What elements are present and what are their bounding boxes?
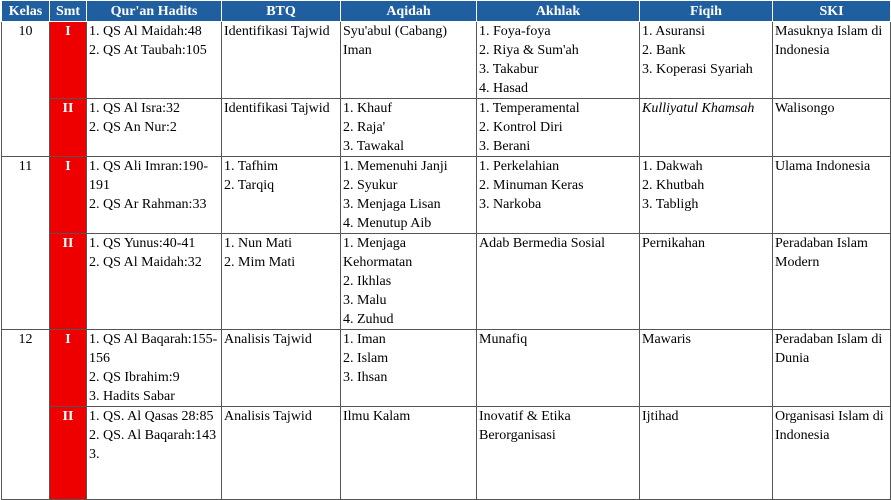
cell-line: 1. Nun Mati: [224, 236, 293, 251]
akhlak-cell: [477, 407, 640, 500]
cell-line: 3. Hadits Sabar: [89, 389, 175, 404]
aqidah-cell: [341, 22, 477, 99]
cell-line: 2. Kontrol Diri: [479, 120, 563, 135]
fiqih-cell: [640, 22, 773, 99]
table-row: [2, 330, 891, 407]
cell-line: 2. QS An Nur:2: [89, 120, 177, 135]
btq-cell: [222, 234, 341, 330]
header-fiqih: Fiqih: [640, 1, 773, 22]
btq-cell: [222, 22, 341, 99]
cell-line: Mawaris: [642, 332, 691, 347]
header-aqidah: Aqidah: [341, 1, 477, 22]
cell-line: 1. QS Al Isra:32: [89, 101, 180, 116]
quran-hadits-cell: [87, 330, 222, 407]
aqidah-cell: [341, 157, 477, 234]
cell-line: 2. QS. Al Baqarah:143: [89, 428, 217, 443]
cell-line: 4. Menutup Aib: [343, 216, 432, 231]
quran-hadits-cell: [87, 407, 222, 500]
ski-cell: [773, 407, 891, 500]
semester-cell: II: [50, 99, 87, 157]
cell-line: 1. Iman: [343, 332, 386, 347]
table-row: [2, 157, 891, 234]
ski-cell: [773, 99, 891, 157]
cell-line: Ijtihad: [642, 409, 679, 424]
aqidah-cell: [341, 407, 477, 500]
cell-line: 2. QS At Taubah:105: [89, 43, 207, 58]
fiqih-cell: [640, 330, 773, 407]
cell-line: 3. Koperasi Syariah: [642, 62, 753, 77]
cell-line: Pernikahan: [642, 236, 705, 251]
akhlak-cell: [477, 22, 640, 99]
ski-cell: [773, 234, 891, 330]
ski-cell: [773, 22, 891, 99]
cell-line: Inovatif & Etika Berorganisasi: [479, 409, 571, 443]
cell-line: 2. Ikhlas: [343, 274, 392, 289]
cell-line: 4. Zuhud: [343, 312, 394, 327]
aqidah-cell: [341, 330, 477, 407]
cell-line: 2. Tarqiq: [224, 178, 275, 193]
semester-cell: II: [50, 407, 87, 500]
cell-line: Analisis Tajwid: [224, 332, 312, 347]
cell-line: 1. Tafhim: [224, 159, 278, 174]
cell-line: 3. Tabligh: [642, 197, 699, 212]
cell-line: Ilmu Kalam: [343, 409, 411, 424]
cell-line: Munafiq: [479, 332, 528, 347]
cell-line: 2. Khutbah: [642, 178, 705, 193]
cell-line: 1. Temperamental: [479, 101, 580, 116]
quran-hadits-cell: [87, 99, 222, 157]
cell-line: Masuknya Islam di Indonesia: [775, 24, 883, 58]
fiqih-cell: [640, 234, 773, 330]
quran-hadits-cell: [87, 22, 222, 99]
semester-cell: I: [50, 22, 87, 99]
table-row: [2, 407, 891, 500]
quran-hadits-cell: [87, 157, 222, 234]
cell-line: Walisongo: [775, 101, 835, 116]
cell-line: Kulliyatul Khamsah: [642, 101, 755, 116]
header-smt: Smt: [50, 1, 87, 22]
cell-line: 2. Mim Mati: [224, 255, 296, 270]
aqidah-cell: [341, 99, 477, 157]
cell-line: 1. Asuransi: [642, 24, 705, 39]
kelas-cell: 10: [2, 22, 50, 157]
cell-line: Identifikasi Tajwid: [224, 24, 330, 39]
cell-line: 3. Menjaga Lisan: [343, 197, 441, 212]
cell-line: 3. Narkoba: [479, 197, 542, 212]
header-ski: SKI: [773, 1, 891, 22]
table-row: [2, 234, 891, 330]
akhlak-cell: [477, 99, 640, 157]
fiqih-cell: [640, 99, 773, 157]
cell-line: 2. QS Al Maidah:32: [89, 255, 202, 270]
quran-hadits-cell: [87, 234, 222, 330]
cell-line: 1. Dakwah: [642, 159, 703, 174]
cell-line: 2. Minuman Keras: [479, 178, 584, 193]
cell-line: 3.: [89, 447, 100, 462]
aqidah-cell: [341, 234, 477, 330]
cell-line: 2. Raja': [343, 120, 386, 135]
fiqih-cell: [640, 157, 773, 234]
cell-line: 2. Islam: [343, 351, 389, 366]
cell-line: 1. QS Al Baqarah:155-156: [89, 332, 218, 366]
curriculum-table: [1, 0, 891, 500]
cell-line: 1. Memenuhi Janji: [343, 159, 448, 174]
btq-cell: [222, 157, 341, 234]
cell-line: Analisis Tajwid: [224, 409, 312, 424]
cell-line: Organisasi Islam di Indonesia: [775, 409, 884, 443]
fiqih-cell: [640, 407, 773, 500]
cell-line: 2. QS Ibrahim:9: [89, 370, 180, 385]
cell-line: 2. QS Ar Rahman:33: [89, 197, 207, 212]
cell-line: 2. Syukur: [343, 178, 398, 193]
cell-line: 1. QS Al Maidah:48: [89, 24, 202, 39]
table-row: [2, 99, 891, 157]
cell-line: Syu'abul (Cabang) Iman: [343, 24, 448, 58]
table-row: [2, 22, 891, 99]
btq-cell: [222, 330, 341, 407]
cell-line: Peradaban Islam di Dunia: [775, 332, 883, 366]
kelas-cell: 11: [2, 157, 50, 330]
cell-line: 2. Riya & Sum'ah: [479, 43, 579, 58]
akhlak-cell: [477, 330, 640, 407]
cell-line: 1. Foya-foya: [479, 24, 551, 39]
akhlak-cell: [477, 157, 640, 234]
cell-line: 3. Takabur: [479, 62, 539, 77]
cell-line: 3. Ihsan: [343, 370, 388, 385]
kelas-cell: 12: [2, 330, 50, 500]
cell-line: 1. Menjaga Kehormatan: [343, 236, 413, 270]
cell-line: 3. Berani: [479, 139, 531, 154]
cell-line: 1. QS Ali Imran:190-191: [89, 159, 208, 193]
akhlak-cell: [477, 234, 640, 330]
header-btq: BTQ: [222, 1, 341, 22]
btq-cell: [222, 99, 341, 157]
ski-cell: [773, 330, 891, 407]
header-akhlak: Akhlak: [477, 1, 640, 22]
semester-cell: II: [50, 234, 87, 330]
cell-line: 1. Perkelahian: [479, 159, 560, 174]
cell-line: Ulama Indonesia: [775, 159, 871, 174]
ski-cell: [773, 157, 891, 234]
cell-line: Identifikasi Tajwid: [224, 101, 330, 116]
header-row: [2, 1, 891, 22]
cell-line: 1. Khauf: [343, 101, 392, 116]
cell-line: 3. Tawakal: [343, 139, 404, 154]
cell-line: 4. Hasad: [479, 81, 528, 96]
cell-line: 1. QS Yunus:40-41: [89, 236, 196, 251]
header-quran-hadits: Qur'an Hadits: [87, 1, 222, 22]
cell-line: Adab Bermedia Sosial: [479, 236, 605, 251]
header-kelas: Kelas: [2, 1, 50, 22]
cell-line: Peradaban Islam Modern: [775, 236, 868, 270]
cell-line: 3. Malu: [343, 293, 387, 308]
semester-cell: I: [50, 157, 87, 234]
cell-line: 2. Bank: [642, 43, 686, 58]
cell-line: 1. QS. Al Qasas 28:85: [89, 409, 214, 424]
semester-cell: I: [50, 330, 87, 407]
btq-cell: [222, 407, 341, 500]
